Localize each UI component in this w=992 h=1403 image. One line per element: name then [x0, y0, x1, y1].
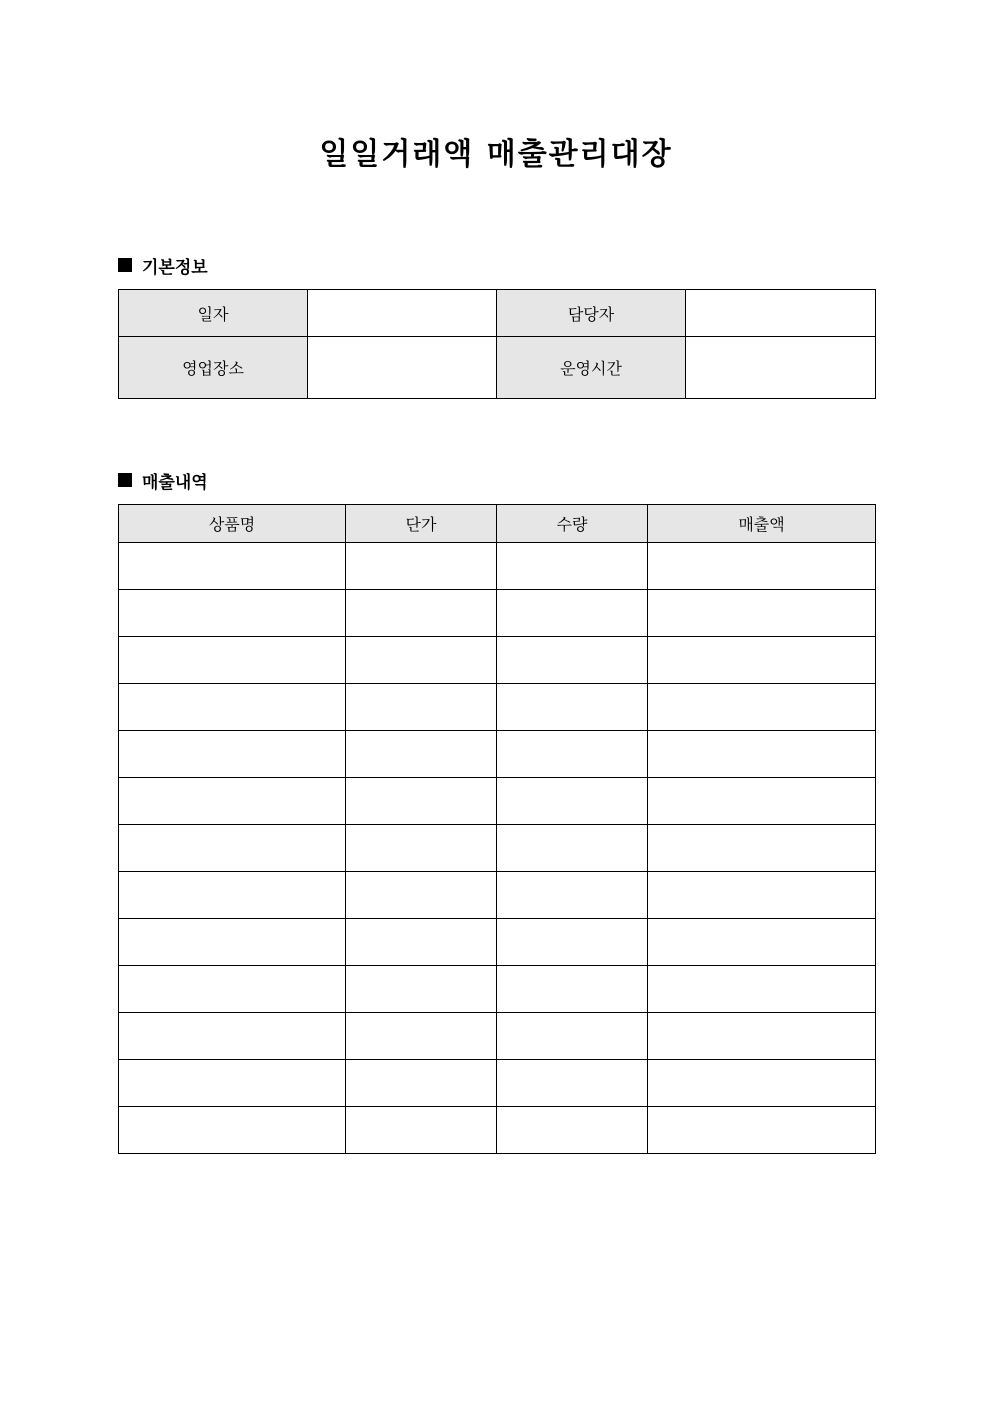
column-header-sales-amount: 매출액: [648, 505, 876, 543]
sales-amount-cell[interactable]: [648, 872, 876, 919]
unit-price-cell[interactable]: [346, 778, 497, 825]
table-row: [119, 778, 876, 825]
unit-price-cell[interactable]: [346, 1060, 497, 1107]
basic-info-table: [118, 289, 876, 399]
quantity-cell[interactable]: [497, 543, 648, 590]
sales-amount-cell[interactable]: [648, 731, 876, 778]
operating-hours-label: 운영시간: [497, 337, 686, 399]
quantity-cell[interactable]: [497, 1060, 648, 1107]
page-title: 일일거래액 매출관리대장: [319, 137, 673, 172]
business-location-label: 영업장소: [119, 337, 308, 399]
product-name-cell[interactable]: [119, 872, 346, 919]
sales-amount-cell[interactable]: [648, 1107, 876, 1154]
product-name-cell[interactable]: [119, 637, 346, 684]
unit-price-cell[interactable]: [346, 684, 497, 731]
product-name-cell[interactable]: [119, 1060, 346, 1107]
sales-heading: [118, 469, 208, 491]
black-square-icon: [118, 473, 132, 487]
basic-info-row: [119, 337, 876, 399]
sales-header-row: [119, 505, 876, 543]
unit-price-cell[interactable]: [346, 825, 497, 872]
table-row: [119, 1107, 876, 1154]
sales-amount-cell[interactable]: [648, 778, 876, 825]
product-name-cell[interactable]: [119, 919, 346, 966]
unit-price-cell[interactable]: [346, 637, 497, 684]
sales-amount-cell[interactable]: [648, 637, 876, 684]
table-row: [119, 1060, 876, 1107]
unit-price-cell[interactable]: [346, 590, 497, 637]
product-name-cell[interactable]: [119, 778, 346, 825]
table-row: [119, 543, 876, 590]
table-row: [119, 966, 876, 1013]
table-row: [119, 825, 876, 872]
quantity-cell[interactable]: [497, 778, 648, 825]
product-name-cell[interactable]: [119, 966, 346, 1013]
basic-info-heading: [118, 254, 208, 276]
unit-price-cell[interactable]: [346, 966, 497, 1013]
quantity-cell[interactable]: [497, 731, 648, 778]
sales-amount-cell[interactable]: [648, 825, 876, 872]
product-name-cell[interactable]: [119, 590, 346, 637]
quantity-cell[interactable]: [497, 637, 648, 684]
basic-info-heading-label: 기본정보: [142, 257, 208, 278]
sales-amount-cell[interactable]: [648, 543, 876, 590]
product-name-cell[interactable]: [119, 825, 346, 872]
product-name-cell[interactable]: [119, 684, 346, 731]
quantity-cell[interactable]: [497, 1013, 648, 1060]
unit-price-cell[interactable]: [346, 1013, 497, 1060]
quantity-cell[interactable]: [497, 919, 648, 966]
manager-label: 담당자: [497, 290, 686, 337]
sales-amount-cell[interactable]: [648, 1013, 876, 1060]
product-name-cell[interactable]: [119, 543, 346, 590]
table-row: [119, 590, 876, 637]
quantity-cell[interactable]: [497, 1107, 648, 1154]
column-header-quantity: 수량: [497, 505, 648, 543]
manager-field[interactable]: [686, 290, 876, 337]
table-row: [119, 637, 876, 684]
column-header-product-name: 상품명: [119, 505, 346, 543]
unit-price-cell[interactable]: [346, 543, 497, 590]
unit-price-cell[interactable]: [346, 919, 497, 966]
unit-price-cell[interactable]: [346, 1107, 497, 1154]
sales-amount-cell[interactable]: [648, 590, 876, 637]
table-row: [119, 731, 876, 778]
column-header-unit-price: 단가: [346, 505, 497, 543]
date-field[interactable]: [308, 290, 497, 337]
sales-amount-cell[interactable]: [648, 684, 876, 731]
quantity-cell[interactable]: [497, 684, 648, 731]
operating-hours-field[interactable]: [686, 337, 876, 399]
quantity-cell[interactable]: [497, 590, 648, 637]
date-label: 일자: [119, 290, 308, 337]
table-row: [119, 919, 876, 966]
quantity-cell[interactable]: [497, 966, 648, 1013]
product-name-cell[interactable]: [119, 731, 346, 778]
black-square-icon: [118, 258, 132, 272]
business-location-field[interactable]: [308, 337, 497, 399]
product-name-cell[interactable]: [119, 1013, 346, 1060]
table-row: [119, 684, 876, 731]
basic-info-row: [119, 290, 876, 337]
unit-price-cell[interactable]: [346, 731, 497, 778]
table-row: [119, 872, 876, 919]
sales-amount-cell[interactable]: [648, 1060, 876, 1107]
sales-table: [118, 504, 876, 1154]
unit-price-cell[interactable]: [346, 872, 497, 919]
sales-amount-cell[interactable]: [648, 919, 876, 966]
sales-heading-label: 매출내역: [142, 472, 208, 493]
table-row: [119, 1013, 876, 1060]
quantity-cell[interactable]: [497, 872, 648, 919]
sales-amount-cell[interactable]: [648, 966, 876, 1013]
quantity-cell[interactable]: [497, 825, 648, 872]
product-name-cell[interactable]: [119, 1107, 346, 1154]
